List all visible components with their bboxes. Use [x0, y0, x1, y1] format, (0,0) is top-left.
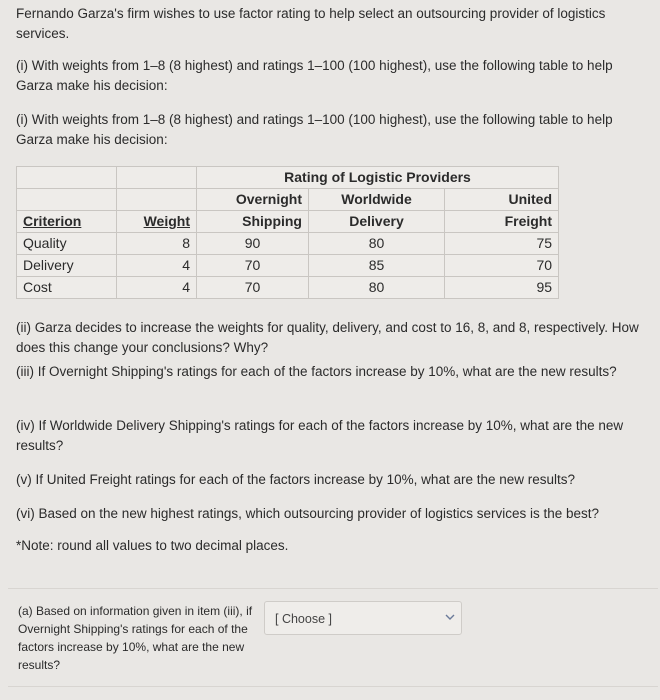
overnight-rating-cell: 70: [197, 255, 309, 277]
table-row: [17, 255, 559, 277]
sub-question-a-text: (a) Based on information given in item (iii), if Overnight Shipping's ratings for each of the factors increase by 10%, what are the new results?: [18, 604, 253, 672]
item-iv-text: (iv) If Worldwide Delivery Shipping's ratings for each of the factors increase by 10%, what are the new results?: [16, 418, 624, 453]
table-header-row-2: [17, 189, 559, 211]
worldwide-rating-cell: 85: [309, 255, 445, 277]
chevron-down-icon: [445, 613, 455, 621]
provider-header-worldwide-line2: Delivery: [309, 211, 445, 233]
answer-dropdown[interactable]: [264, 601, 462, 635]
table-cell-empty: [117, 189, 197, 211]
provider-header-overnight-line1: Overnight: [197, 189, 309, 211]
criterion-cell: Cost: [17, 277, 117, 299]
section-divider: [8, 588, 658, 589]
dropdown-placeholder: [ Choose ]: [275, 612, 332, 626]
united-rating-cell: 75: [445, 233, 559, 255]
item-i-paragraph: (i) With weights from 1–8 (8 highest) and ratings 1–100 (100 highest), use the following table to help Garza make his decision:: [16, 58, 613, 93]
item-iii-text: (iii) If Overnight Shipping's ratings for each of the factors increase by 10%, what are the new results?: [16, 364, 617, 379]
united-rating-cell: 70: [445, 255, 559, 277]
section-divider: [8, 686, 658, 687]
table-header-row-3: [17, 211, 559, 233]
provider-header-overnight-line2: Shipping: [197, 211, 309, 233]
weight-cell: 8: [117, 233, 197, 255]
table-cell-empty: [17, 189, 117, 211]
group-header: Rating of Logistic Providers: [197, 167, 559, 189]
table-cell-empty: [17, 167, 117, 189]
weight-cell: 4: [117, 255, 197, 277]
overnight-rating-cell: 70: [197, 277, 309, 299]
weight-cell: 4: [117, 277, 197, 299]
criterion-header: Criterion: [17, 211, 117, 233]
rounding-note: *Note: round all values to two decimal places.: [16, 538, 289, 553]
weight-header: Weight: [117, 211, 197, 233]
table-row: [17, 277, 559, 299]
item-i-paragraph-repeat: (i) With weights from 1–8 (8 highest) and ratings 1–100 (100 highest), use the following table to help Garza make his decision:: [16, 112, 613, 147]
item-vi-text: (vi) Based on the new highest ratings, which outsourcing provider of logistics services is the best?: [16, 506, 600, 521]
table-row: [17, 233, 559, 255]
criterion-cell: Quality: [17, 233, 117, 255]
table-header-row-1: [17, 167, 559, 189]
item-ii-text: (ii) Garza decides to increase the weights for quality, delivery, and cost to 16, 8, and 8, respectively. How does this change your conclusions? Why?: [16, 320, 639, 355]
worldwide-rating-cell: 80: [309, 277, 445, 299]
item-v-text: (v) If United Freight ratings for each of the factors increase by 10%, what are the new results?: [16, 472, 576, 487]
provider-header-united-line1: United: [445, 189, 559, 211]
criterion-cell: Delivery: [17, 255, 117, 277]
ratings-table: [16, 166, 559, 299]
table-cell-empty: [117, 167, 197, 189]
overnight-rating-cell: 90: [197, 233, 309, 255]
provider-header-worldwide-line1: Worldwide: [309, 189, 445, 211]
united-rating-cell: 95: [445, 277, 559, 299]
intro-paragraph: Fernando Garza's firm wishes to use factor rating to help select an outsourcing provider of logistics services.: [16, 6, 606, 41]
provider-header-united-line2: Freight: [445, 211, 559, 233]
worldwide-rating-cell: 80: [309, 233, 445, 255]
